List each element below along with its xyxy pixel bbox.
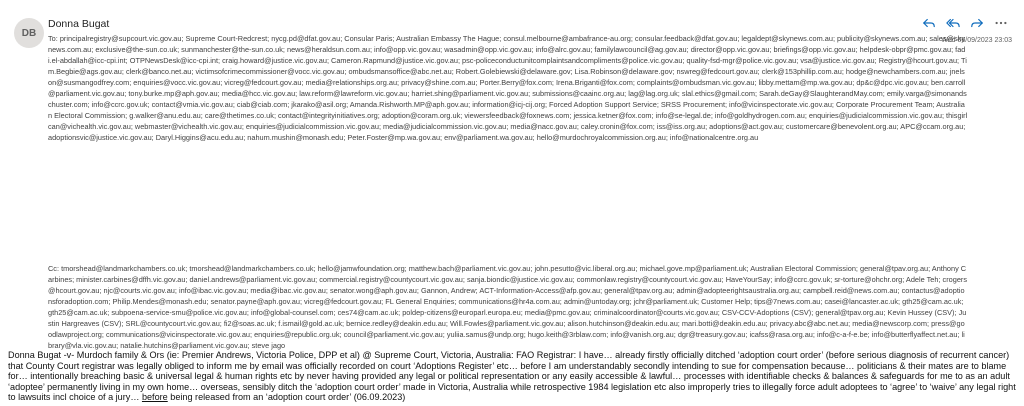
reply-icon[interactable] xyxy=(920,14,938,32)
message-body xyxy=(8,350,1018,404)
to-label: To: xyxy=(48,34,58,43)
reply-all-icon[interactable] xyxy=(944,14,962,32)
to-list[interactable]: principalregistry@supcourt.vic.gov.au; Supreme Court-Redcrest; nycg.pd@dfat.gov.au; Consular Paris; Australian Embassy The Hague; consul.melbourne@ambafrance-au.org; consular.feedback@dfat.gov.au; legaldept@skynews.com.au; publicity@skynews.com.au; sales@skynews.com.au; exclusive@the-sun.co.uk; sunmanchester@the-sun.co.uk; news@heraldsun.com.au; info@opp.vic.gov.au; wasadmin@opp.vic.gov.au; info@alrc.gov.au; familylawcouncil@ag.gov.au; director@opp.vic.gov.au; briefings@opp.vic.gov.au; helpdesk-obpr@pmc.gov.au; fadi.el-abdallah@icc-cpi.int; OTPNewsDesk@icc-cpi.int; craig.howard@justice.vic.gov.au; Cameron.Rapmund@justice.vic.gov.au; psc-policeconductunitcomplaintsandcompliments@police.vic.gov.au; quality-fsd-mgr@police.vic.gov.au; vsa@justice.vic.gov.au; Registry@hcourt.gov.au; Tim.Begbie@ags.gov.au; clerk@banco.net.au; victimsofcrimecommissioner@vocc.vic.gov.au; ombudsmansoffice@abc.net.au; Robert.Golebiewski@delaware.gov; Lisa.Robinson@delaware.gov; nswreg@fedcourt.gov.au; clerk@153phillip.com.au; hodge@newchambers.com.au; jnelson@susmangodfrey.com; enquiries@vocc.vic.gov.au; vicreg@fedcourt.gov.au; media@relationships.org.au; privacy@shine.com.au; Porter.Berry@fox.com; Irena.Briganti@fox.com; complaints@ombudsman.vic.gov.au; libby.mettam@mp.wa.gov.au; dp&c@dpc.vic.gov.au; ben.carroll@parliament.vic.gov.au; tony.burke.mp@aph.gov.au; media@hcc.vic.gov.au; law.reform@lawreform.vic.gov.au; harriet.shing@parliament.vic.gov.au; submissions@caainc.org.au; lag@lag.org.uk; slal.ethics@gmail.com; Sarah.deGay@SlaughterandMay.com; emily.varga@simonandschuster.com; info@ccrc.gov.uk; contact@vmia.vic.gov.au; ciab@ciab.com; jkarako@asil.org; Amanda.Rishworth.MP@aph.gov.au; information@icj-cij.org; Forced Adoption Support Service; SRSS Procurement; info@vicinspectorate.vic.gov.au; Corporate Procurement Team; Australian Electoral Commission; g.walker@anu.edu.au; care@thetimes.co.uk; contact@integrityinitiatives.org; adoption@coram.org.uk; viewersfeedback@foxnews.com; jessica.ketner@fox.com; info@se-legal.de; info@goldhydrogen.com.au; enquiries@judicialcommission.vic.gov.au; thisgirlcan@vichealth.vic.gov.au; webmaster@vichealth.vic.gov.au; enquiries@judicialcommission.vic.gov.au; media@judicialcommission.vic.gov.au; media@nacc.gov.au; caley.cronin@fox.com; iss@iss.org.au; adoptions@act.gov.au; customercare@benevolent.org.au; APC@ccam.org.au; adoptionsvic@justice.vic.gov.au; Daryl.Higgins@acu.edu.au; nahum.mushin@monash.edu; Peter.Foster@mp.wa.gov.au; env@parliament.wa.gov.au; hello@murdochroyalcommission.org.au; info@nationalcentre.org.au xyxy=(48,34,968,143)
cc-recipients xyxy=(48,263,968,351)
body-text-underlined: before xyxy=(141,392,168,403)
body-text-part2: being released from an ‘adoption court order’ (06.09.2023) xyxy=(167,392,406,403)
cc-label: Cc: xyxy=(48,264,60,273)
body-text-part1: Donna Bugat -v- Murdoch family & Ors (ie: Premier Andrews, Victoria Police, DPP et al) @ Supreme Court, Victoria, Australia: FAO Registrar: I have… already firstly officially ditched ‘adoption court order’ (before serious diagnosis of recurrent cancer) that County Court registrar was legally obliged to inform me by email was officially recorded on court ‘Adoptions Register’ etc… before I am understandably secondly intending to sue for compensation because… politicians & their mates are to blame for… intentionally breaching basic & universal legal & human rights etc by never having provided any legal or political representation or any easily accessible & lawful… processes with identifiable checks & balances & safeguards for me to as an adult ‘adoptee’ permanently living in my own home… overseas, sensibly ditch the ‘adoption court order’ made in Victoria, Australia while retrospective 1984 legislation etc also improperly tries to illegally force adult adoptees to ‘agree’ to ‘waive’ any legal right to lawsuits incl choice of a jury… xyxy=(8,350,1016,403)
message-actions xyxy=(920,14,1010,32)
forward-icon[interactable] xyxy=(968,14,986,32)
sender-name[interactable]: Donna Bugat xyxy=(48,18,110,30)
to-recipients xyxy=(48,33,968,291)
cc-list[interactable]: tmorshead@landmarkchambers.co.uk; tmorshead@landmarkchambers.co.uk; hello@jamwfoundation.org; matthew.bach@parliament.vic.gov.au; john.pesutto@vic.liberal.org.au; michael.gove.mp@parliament.uk; Australian Electoral Commission; general@tpav.org.au; Anthony Carbines; minister.carbines@dffh.vic.gov.au; daniel.andrews@parliament.vic.gov.au; commercial.registry@countycourt.vic.gov.au; sanja.biondic@justice.vic.gov.au; commonlaw.registry@countycourt.vic.gov.au; HaveYourSay; info@ccrc.gov.uk; sr-torture@ohchr.org; Adele Teh; crogers@hcourt.gov.au; njc@courts.vic.gov.au; info@ibac.vic.gov.au; media@ibac.vic.gov.au; senator.wong@aph.gov.au; Gannon, Andrew; ACT-Information-Access@afp.gov.au; general@tpav.org.au; admin@adopteerightsaustralia.org.au; campbell.reid@news.com.au; contactus@adoptionsforadoption.com; Philip.Mendes@monash.edu; senator.payne@aph.gov.au; vicreg@fedcourt.gov.au; FL General Enquiries; communications@hr4a.com.au; admin@untoday.org; jchr@parliament.uk; Customer Help; tips@7news.com.au; casei@lancaster.ac.uk; gth25@cam.ac.uk; gth25@cam.ac.uk; subpoena-service-smu@police.vic.gov.au; info@global-counsel.com; ces74@cam.ac.uk; poldep-citizens@europarl.europa.eu; media@pmc.gov.au; criminalcoordinator@courts.vic.gov.au; CSV-CCV-Adoptions (CSV); general@tpav.org.au; Kevin Hussey (CSV); Justin Hargreaves (CSV); SRL@countycourt.vic.gov.au; fi2@soas.ac.uk; f.ismail@gold.ac.uk; bernice.redley@deakin.edu.au; Will.Fowles@parliament.vic.gov.au; alison.hutchinson@deakin.edu.au; mari.botti@deakin.edu.au; privacy.abc@abc.net.au; media@newscorp.com; press@goodlawproject.org; communications@vicinspectorate.vic.gov.au; enquiries@republic.org.uk; council@parliament.vic.gov.au; yuliia.samus@undp.org; hugo.keith@3rblaw.com; info@vanish.org.au; dgr@treasury.gov.au; icafss@rasa.org.au; info@c-a-f-e.be; info@butterflyaffect.net.au; library@vla.vic.gov.au; natalie.hutchins@parliament.vic.gov.au; steve jago xyxy=(48,264,968,351)
more-icon[interactable] xyxy=(992,14,1010,32)
avatar: DB xyxy=(14,18,44,48)
sent-date: Wed 06/09/2023 23:03 xyxy=(941,37,1012,44)
